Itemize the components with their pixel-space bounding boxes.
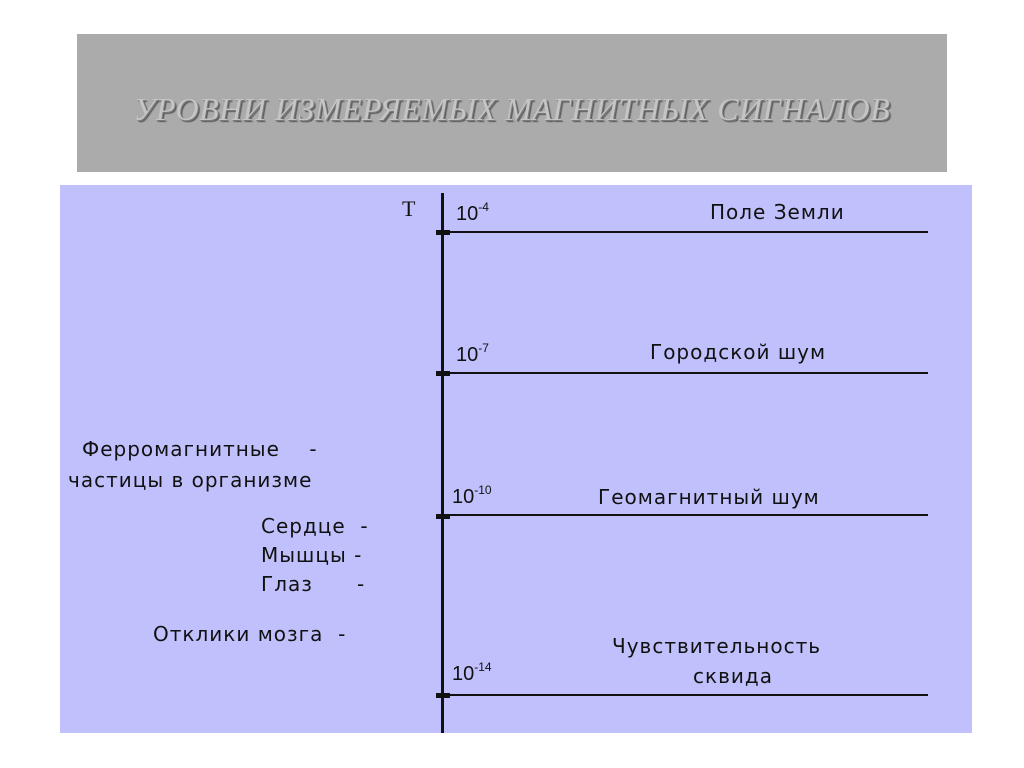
- unit-label: T: [402, 196, 417, 221]
- level-tick-2: [436, 371, 450, 376]
- level-value-4: [452, 660, 492, 686]
- level-label-4: Чувствительность: [612, 634, 822, 658]
- source-ferromagnetic-line1: Ферромагнитные -: [82, 437, 318, 461]
- source-heart: Сердце -: [261, 514, 369, 538]
- level-tick-4: [436, 693, 450, 698]
- level-tick-1: [436, 230, 450, 235]
- level-exponent-1: -4: [478, 200, 489, 214]
- level-exponent-3: -10: [474, 483, 492, 497]
- level-base-2: 10: [456, 344, 479, 366]
- level-base-4: 10: [452, 663, 475, 685]
- source-ferromagnetic-line2: частицы в организме: [68, 468, 313, 492]
- level-label-4-line2: сквида: [693, 664, 773, 688]
- level-line-1: [443, 231, 928, 233]
- level-base-3: 10: [452, 486, 475, 508]
- level-value-3: [452, 483, 492, 509]
- title-band: [77, 34, 947, 172]
- source-brain: Отклики мозга -: [153, 622, 347, 646]
- level-exponent-2: -7: [478, 341, 489, 355]
- level-label-2: Городской шум: [650, 340, 827, 364]
- slide-title: УРОВНИ ИЗМЕРЯЕМЫХ МАГНИТНЫХ СИГНАЛОВ: [133, 91, 891, 127]
- level-tick-3: [436, 514, 450, 519]
- level-line-3: [443, 514, 928, 516]
- source-muscles: Мышцы -: [261, 543, 363, 567]
- level-label-3: Геомагнитный шум: [598, 485, 820, 509]
- level-base-1: 10: [456, 203, 479, 225]
- level-line-2: [443, 372, 928, 374]
- level-line-4: [443, 694, 928, 696]
- level-label-1: Поле Земли: [710, 200, 845, 224]
- level-value-2: [456, 341, 489, 367]
- level-exponent-4: -14: [474, 660, 492, 674]
- source-eye: Глаз -: [261, 572, 366, 596]
- level-value-1: [456, 200, 489, 226]
- scale-axis: [441, 193, 444, 733]
